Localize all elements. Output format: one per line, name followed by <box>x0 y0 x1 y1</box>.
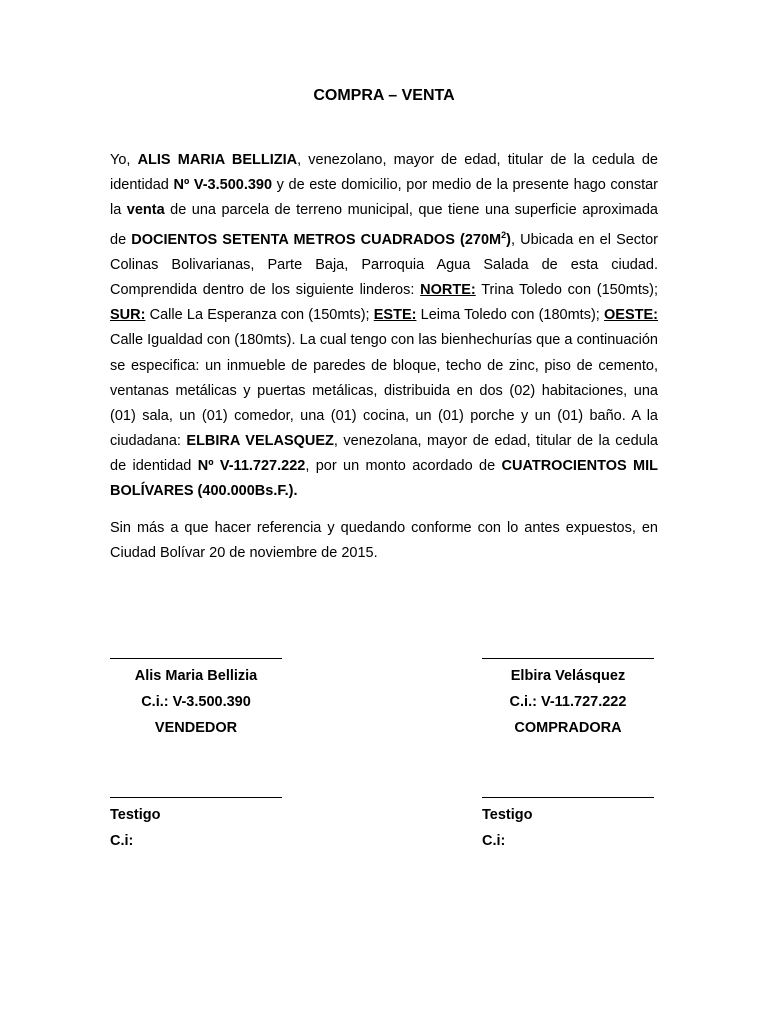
text-segment: , Ubicada en el Sector Colinas Bolivarianas, Parte Baja, Parroquia Agua Salada de esta ciudad. Comprendida dentro de los siguiente linderos: <box>110 232 658 299</box>
witness-right-block <box>482 797 654 854</box>
text-segment: de una parcela de terreno municipal, que tiene una superficie aproximada de <box>110 202 658 249</box>
seller-signature-name: Alis Maria Bellizia <box>134 668 258 684</box>
text-segment: , venezolano, mayor de edad, titular de la cedula de identidad <box>110 152 658 194</box>
text-segment: y de este domicilio, por medio de la presente hago constar la <box>110 177 658 219</box>
boundary-este: ESTE: <box>373 307 417 324</box>
witness-left-id: C.i: <box>110 833 134 849</box>
area-close: ) <box>506 232 511 249</box>
buyer-id-number: Nº V-11.727.222 <box>197 457 306 474</box>
signature-line <box>482 658 654 659</box>
document-title: COMPRA – VENTA <box>313 87 455 104</box>
text-segment: , venezolana, mayor de edad, titular de la cedula de identidad <box>110 432 658 474</box>
boundary-oeste: OESTE: <box>604 307 658 324</box>
witness-right-id: C.i: <box>482 833 506 849</box>
buyer-signature-id: C.i.: V-11.727.222 <box>509 694 627 710</box>
buyer-signature-role: COMPRADORA <box>514 720 622 736</box>
witness-left-block <box>110 797 282 854</box>
seller-signature-id: C.i.: V-3.500.390 <box>141 694 251 710</box>
buyer-signature-name: Elbira Velásquez <box>510 668 626 684</box>
witness-right-label: Testigo <box>482 807 533 823</box>
buyer-signature-block <box>482 658 654 741</box>
area-description <box>131 232 511 248</box>
text-segment: Trina Toledo con (150mts); <box>475 282 658 299</box>
document-body <box>110 148 658 578</box>
seller-signature-role: VENDEDOR <box>154 720 238 736</box>
area-superscript: 2 <box>501 230 507 241</box>
seller-name: ALIS MARIA BELLIZIA <box>137 152 298 168</box>
area-text: DOCIENTOS SETENTA METROS CUADRADOS (270M <box>131 232 502 249</box>
main-paragraph <box>110 148 658 504</box>
signature-line <box>110 658 282 659</box>
text-segment: Yo, <box>110 152 138 168</box>
witness-left-label: Testigo <box>110 807 161 823</box>
text-segment: , por un monto acordado de <box>305 457 502 474</box>
signature-line <box>482 797 654 798</box>
text-segment: Leima Toledo con (180mts); <box>416 307 605 324</box>
signature-line <box>110 797 282 798</box>
seller-id-number: Nº V-3.500.390 <box>173 177 273 194</box>
seller-signature-block <box>110 658 282 741</box>
venta-word: venta <box>126 202 165 219</box>
sale-amount: CUATROCIENTOS MIL BOLÍVARES (400.000Bs.F.). <box>110 457 658 500</box>
text-segment: Calle La Esperanza con (150mts); <box>145 307 374 324</box>
boundary-sur: SUR: <box>110 307 146 324</box>
closing-paragraph: Sin más a que hacer referencia y quedando conforme con lo antes expuestos, en Ciudad Bolívar 20 de noviembre de 2015. <box>110 520 658 562</box>
text-segment: Calle Igualdad con (180mts). La cual tengo con las bienhechurías que a continuación se especifica: un inmueble de paredes de bloque, techo de zinc, piso de cemento, ventanas metálicas y puertas metálicas, distribuida en dos (02) habitaciones, una (01) sala, un (01) comedor, una (01) cocina, un (01) porche y un (01) baño. A la ciudadana: <box>110 332 658 449</box>
boundary-norte: NORTE: <box>420 282 476 299</box>
buyer-name: ELBIRA VELASQUEZ <box>186 432 334 449</box>
